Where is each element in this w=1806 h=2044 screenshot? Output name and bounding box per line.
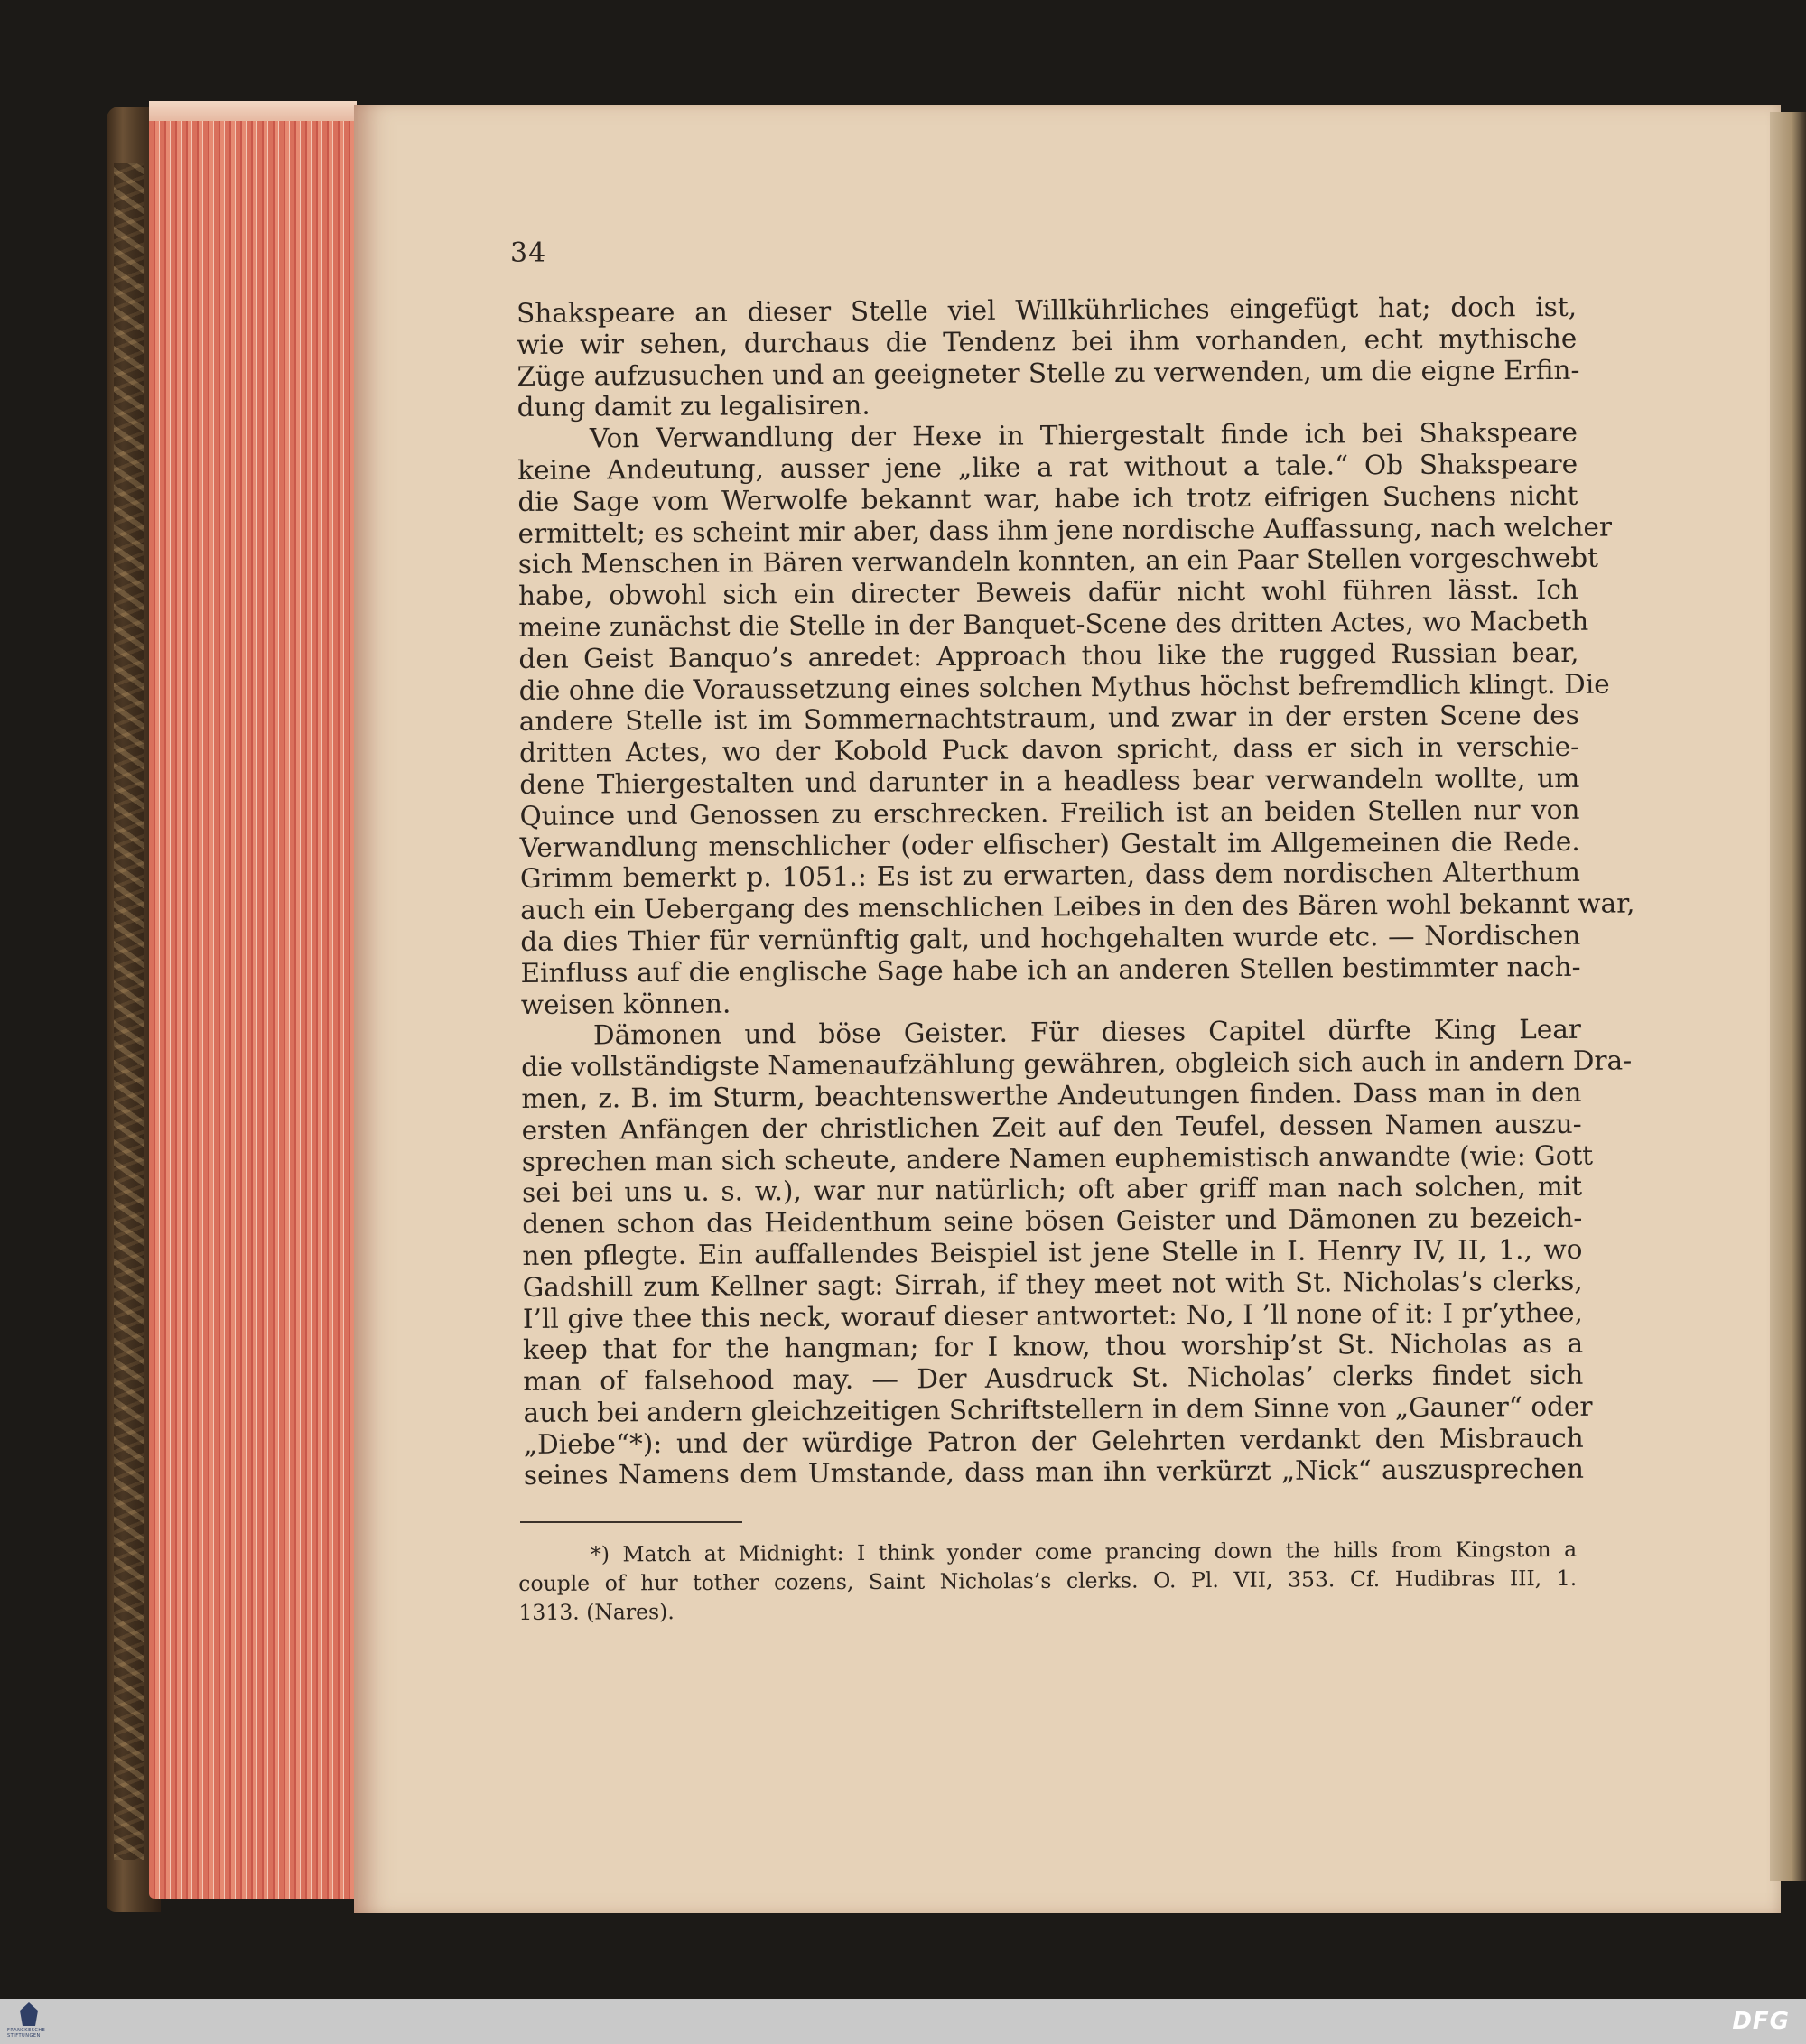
footnote-line: couple of hur tother cozens, Saint Nicholas’s clerks. O. Pl. VII, 353. Cf. Hudibras III, 1. [518, 1565, 1578, 1596]
text-line: dung damit zu legalisiren. [517, 390, 870, 423]
text-line: I’ll give thee this neck, worauf dieser antwortet: No, I ’ll none of it: I pr’ythee, [522, 1296, 1583, 1334]
text-line: da dies Thier für vernünftig galt, und hochgehalten wurde etc. — Nordischen [520, 919, 1581, 957]
text-line: sich Menschen in Bären verwandeln konnten, an ein Paar Stellen vorgeschwebt [517, 543, 1599, 581]
text-line: habe, obwohl sich ein directer Beweis dafür nicht wohl führen lässt. Ich [517, 573, 1579, 612]
text-line: keep that for the hangman; for I know, thou worship’st St. Nicholas as a [523, 1328, 1584, 1366]
marbled-cover [114, 163, 144, 1860]
library-logo[interactable] [7, 2002, 51, 2040]
text-line: dene Thiergestalten und darunter in a headless bear verwandeln wollte, um [519, 762, 1580, 800]
text-line: seines Namens dem Umstande, dass man ihn verkürzt „Nick“ auszusprechen [523, 1454, 1585, 1491]
text-line: Verwandlung menschlicher (oder elfischer) Gestalt im Allgemeinen die Rede. [519, 825, 1580, 863]
text-line: ermittelt; es scheint mir aber, dass ihm jene nordische Auffassung, nach welcher [517, 511, 1613, 549]
text-line: die ohne die Voraussetzung eines solchen Mythus höchst befremdlich klingt. Die [518, 668, 1610, 706]
text-line: nen pflegte. Ein auffallendes Beispiel ist jene Stelle in I. Henry IV, II, 1., wo [522, 1233, 1583, 1271]
facing-page-edge [1770, 112, 1806, 1881]
text-line: keine Andeutung, ausser jene „like a rat without a tale.“ Ob Shakspeare [517, 448, 1578, 486]
text-line: die vollständigste Namenaufzählung gewähren, obgleich sich auch in andern Dra- [521, 1045, 1633, 1083]
text-line: men, z. B. im Sturm, beachtenswerthe Andeutungen finden. Dass man in den [521, 1076, 1582, 1114]
text-line: auch ein Uebergang des menschlichen Leibes in den des Bären wohl bekannt war, [520, 887, 1635, 926]
viewer-footer-bar [0, 1999, 1806, 2044]
text-line: Dämonen und böse Geister. Für dieses Capitel dürfte King Lear [592, 1014, 1582, 1051]
text-line: weisen können. [520, 988, 731, 1020]
dfg-logo[interactable]: DFG [1732, 2008, 1790, 2035]
library-logo-text: FRANCKESCHE STIFTUNGEN [7, 2028, 46, 2039]
paragraph-3 [521, 1014, 1633, 1491]
footnote [518, 1535, 1577, 1627]
text-line: dritten Actes, wo der Kobold Puck davon spricht, dass er sich in verschie- [518, 730, 1580, 769]
text-line: sei bei uns u. s. w.), war nur natürlich; oft aber griff man nach solchen, mit [521, 1171, 1583, 1209]
text-line: Gadshill zum Kellner sagt: Sirrah, if they meet not with St. Nicholas’s clerks, [522, 1265, 1583, 1303]
text-line: „Diebe“*): und der würdige Patron der Gelehrten verdankt den Misbrauch [523, 1422, 1584, 1460]
text-line: die Sage vom Werwolfe bekannt war, habe ich trotz eifrigen Suchens nicht [517, 479, 1578, 517]
text-line: Einfluss auf die englische Sage habe ich an anderen Stellen bestimmter nach- [520, 951, 1581, 989]
text-line: ersten Anfängen der christlichen Zeit auf den Teufel, dessen Namen auszu- [521, 1108, 1582, 1146]
text-line: wie wir sehen, durchaus die Tendenz bei ihm vorhanden, echt mythische [517, 322, 1578, 360]
text-line: Züge aufzusuchen und an geeigneter Stelle zu verwenden, um die eigne Erfin- [517, 354, 1580, 392]
body-text [517, 291, 1635, 1491]
text-line: man of falsehood may. — Der Ausdruck St. Nicholas’ clerks findet sich [523, 1359, 1584, 1398]
text-line: Shakspeare an dieser Stelle viel Willkührliches eingefügt hat; doch ist, [517, 291, 1578, 329]
footnote-line: 1313. (Nares). [518, 1599, 675, 1625]
paragraph-1 [517, 292, 1578, 423]
text-line: Quince und Genossen zu erschrecken. Freilich ist an beiden Stellen nur von [519, 794, 1580, 832]
text-line: sprechen man sich scheute, andere Namen euphemistisch anwandte (wie: Gott [521, 1139, 1594, 1177]
text-line: denen schon das Heidenthum seine bösen Geister und Dämonen zu bezeich- [522, 1202, 1583, 1240]
text-line: den Geist Banquo’s anredet: Approach thou like the rugged Russian bear, [518, 636, 1579, 674]
text-line: Grimm bemerkt p. 1051.: Es ist zu erwarten, dass dem nordischen Alterthum [519, 857, 1581, 895]
page-number: 34 [510, 237, 547, 269]
page-edges [149, 107, 357, 1899]
page-edges-top [149, 101, 357, 121]
text-line: andere Stelle ist im Sommernachtstraum, und zwar in der ersten Scene des [518, 700, 1579, 738]
footnote-line: *) Match at Midnight: I think yonder come prancing down the hills from Kingston a [591, 1536, 1578, 1567]
text-line: meine zunächst die Stelle in der Banquet-Scene des dritten Actes, wo Macbeth [518, 605, 1589, 643]
library-logo-icon [20, 2002, 38, 2026]
text-line: Von Verwandlung der Hexe in Thiergestalt finde ich bei Shakspeare [589, 417, 1578, 454]
footnote-divider [520, 1521, 742, 1523]
paragraph-2 [517, 417, 1635, 1020]
text-line: auch bei andern gleichzeitigen Schriftstellern in dem Sinne von „Gauner“ oder [523, 1390, 1593, 1428]
